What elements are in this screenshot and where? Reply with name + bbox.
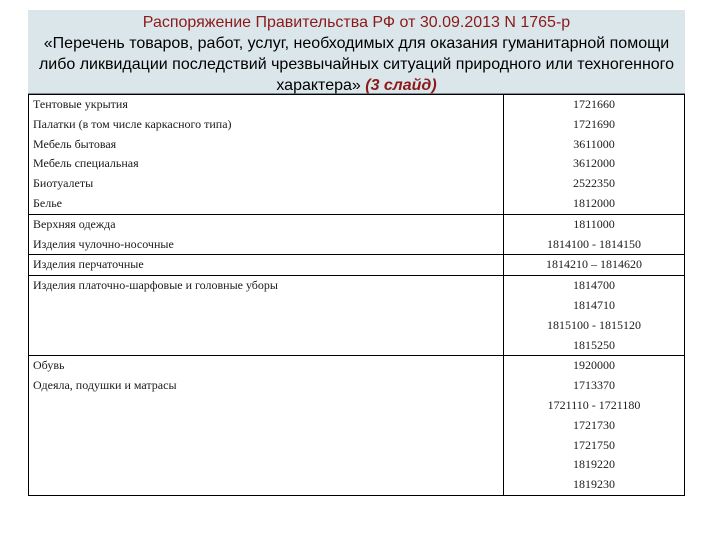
item-code-cell [504,95,685,215]
item-code-cell [504,276,685,356]
item-code: 1812000 [573,195,615,210]
item-name: Обувь [33,358,65,373]
item-name: Палатки (в том числе каркасного типа) [33,116,232,131]
table-row [29,356,685,496]
item-code: 1721730 [573,417,615,432]
item-name: Тентовые укрытия [33,97,128,111]
item-code-cell [504,356,685,496]
item-name-cell [29,356,504,496]
item-name: Мебель бытовая [33,136,117,151]
item-name-cell [29,95,504,215]
item-code-cell [504,214,685,255]
item-code: 3611000 [573,136,615,151]
item-code: 1713370 [573,378,615,393]
table-row [29,214,685,255]
item-name: Верхняя одежда [33,216,116,231]
item-code: 1721110 - 1721180 [547,397,641,412]
item-code: 1814100 - 1814150 [547,236,641,251]
item-code: 3612000 [573,156,615,171]
item-code: 1721750 [573,437,615,452]
item-code: 1721660 [573,97,615,111]
item-name: Изделия перчаточные [33,257,144,272]
item-code: 1815250 [573,337,615,352]
item-name-cell [29,255,504,276]
slide-number-note: (3 слайд) [365,77,437,94]
item-name: Мебель специальная [33,156,139,171]
item-name: Биотуалеты [33,176,94,191]
item-name: Одеяла, подушки и матрасы [33,378,177,393]
item-code: 1814210 – 1814620 [546,257,642,272]
item-name-cell [29,276,504,356]
document-title: «Перечень товаров, работ, услуг, необходимых для оказания гуманитарной помощи либо ликвидации последствий чрезвычайных ситуаций природного или техногенного характера» [38,35,675,94]
item-code: 1811000 [573,216,615,231]
item-name: Изделия платочно-шарфовые и головные уборы [33,278,278,293]
item-code-cell [504,255,685,276]
table-row [29,95,685,215]
goods-table [28,94,685,496]
item-name-cell [29,214,504,255]
slide [28,10,685,496]
item-name: Белье [33,195,63,210]
table-row [29,276,685,356]
item-name: Изделия чулочно-носочные [33,236,174,251]
slide-header [28,10,685,94]
item-code: 2522350 [573,176,615,191]
item-code: 1819230 [573,477,615,492]
item-code: 1815100 - 1815120 [547,317,641,332]
document-reference: Распоряжение Правительства РФ от 30.09.2013 N 1765-р [142,14,571,31]
table-row [29,255,685,276]
item-code: 1814710 [573,297,615,312]
item-code: 1721690 [573,116,615,131]
item-code: 1920000 [573,358,615,373]
item-code: 1814700 [573,278,615,293]
item-code: 1819220 [573,457,615,472]
